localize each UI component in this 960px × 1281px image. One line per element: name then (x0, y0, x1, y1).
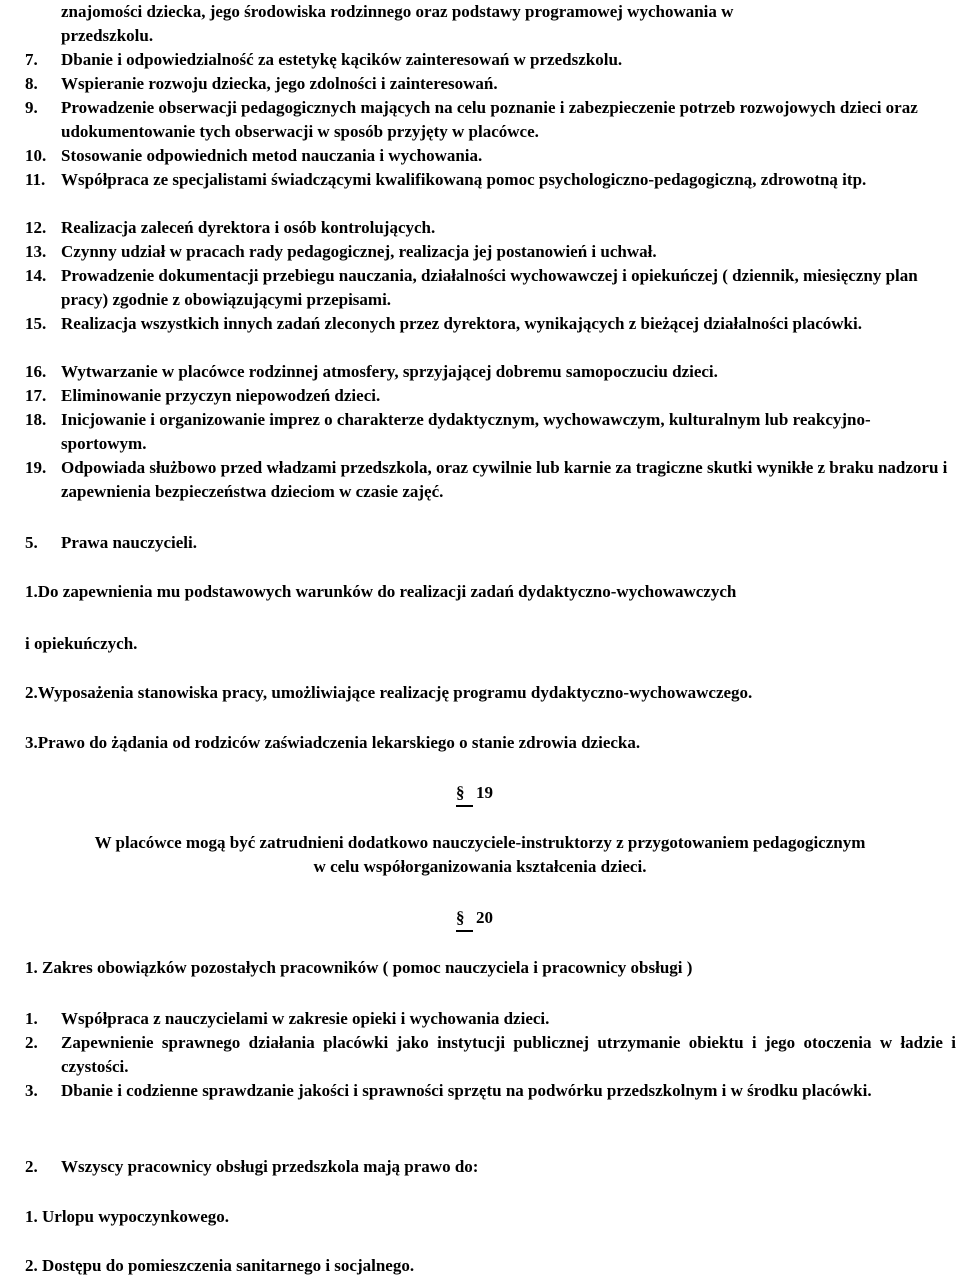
staff-duty-number: 1. (25, 1009, 38, 1028)
section-number: 19 (476, 783, 493, 802)
right-item-3: 3.Prawo do żądania od rodziców zaświadczenia lekarskiego o stanie zdrowia dziecka. (25, 733, 641, 752)
duty-text: Inicjowanie i organizowanie imprez o charakterze dydaktycznym, wychowawczym, kulturalnym lub reakcyjno-sportowym. (61, 410, 871, 453)
section-19-underline (456, 805, 473, 807)
section-symbol: § (456, 908, 465, 927)
duty-text: Prowadzenie dokumentacji przebiegu nauczania, działalności wychowawczej i opiekuńczej ( dziennik, miesięczny plan pracy) zgodnie z obowiązującymi przepisami. (61, 266, 918, 309)
section-19-heading (456, 781, 493, 805)
duty-item-8 (25, 72, 956, 96)
duty-number: 10. (25, 146, 47, 165)
duty-number: 19. (25, 458, 47, 477)
duty-number: 8. (25, 74, 38, 93)
section-number: 20 (476, 908, 493, 927)
staff-rights-heading-text: Wszyscy pracownicy obsługi przedszkola mają prawo do: (61, 1157, 479, 1176)
duty-number: 11. (25, 170, 46, 189)
staff-duty-text: Zapewnienie sprawnego działania placówki jako instytucji publicznej utrzymanie obiektu i jego otoczenia w ładzie i czystości. (61, 1033, 956, 1076)
duty-item-13 (25, 240, 956, 264)
duty-item-7 (25, 48, 956, 72)
staff-duty-2 (25, 1031, 956, 1079)
staff-rights-heading (25, 1155, 956, 1179)
duty-item-19 (25, 456, 956, 504)
section-19-line-1: W placówce mogą być zatrudnieni dodatkowo nauczyciele-instruktorzy z przygotowaniem pedagogicznym (94, 833, 866, 852)
staff-scope-heading: 1. Zakres obowiązków pozostałych pracowników ( pomoc nauczyciela i pracownicy obsługi ) (25, 958, 693, 977)
duty-text: Odpowiada służbowo przed władzami przedszkola, oraz cywilnie lub karnie za tragiczne skutki wynikłe z braku nadzoru i zapewnienia bezpieczeństwa dzieciom w czasie zajęć. (61, 458, 948, 501)
continuation-line-2: przedszkolu. (61, 26, 154, 45)
staff-duty-number: 3. (25, 1081, 38, 1100)
continuation-line-1: znajomości dziecka, jego środowiska rodzinnego oraz podstawy programowej wychowania w (61, 2, 734, 21)
staff-duty-number: 2. (25, 1033, 38, 1052)
duty-item-12 (25, 216, 956, 240)
duty-item-15 (25, 312, 956, 336)
staff-duty-1 (25, 1007, 956, 1031)
staff-right-1: 1. Urlopu wypoczynkowego. (25, 1207, 230, 1226)
staff-right-2: 2. Dostępu do pomieszczenia sanitarnego i socjalnego. (25, 1256, 415, 1275)
duty-number: 17. (25, 386, 47, 405)
duty-number: 12. (25, 218, 47, 237)
duty-text: Czynny udział w pracach rady pedagogicznej, realizacja jej postanowień i uchwał. (61, 242, 657, 261)
duty-number: 15. (25, 314, 47, 333)
rights-heading-number: 5. (25, 533, 38, 552)
rights-heading-text: Prawa nauczycieli. (61, 533, 197, 552)
duty-item-10 (25, 144, 956, 168)
duty-text: Realizacja wszystkich innych zadań zleconych przez dyrektora, wynikających z bieżącej działalności placówki. (61, 314, 862, 333)
duty-text: Dbanie i odpowiedzialność za estetykę kącików zainteresowań w przedszkolu. (61, 50, 623, 69)
duty-number: 9. (25, 98, 38, 117)
section-20-heading (456, 906, 493, 930)
duty-text: Stosowanie odpowiednich metod nauczania i wychowania. (61, 146, 483, 165)
duty-text: Eliminowanie przyczyn niepowodzeń dzieci. (61, 386, 381, 405)
section-20-underline (456, 930, 473, 932)
duty-item-14 (25, 264, 956, 312)
duty-text: Prowadzenie obserwacji pedagogicznych mających na celu poznanie i zabezpieczenie potrzeb rozwojowych dzieci oraz udokumentowanie tych obserwacji w sposób przyjęty w placówce. (61, 98, 918, 141)
duty-number: 18. (25, 410, 47, 429)
duty-number: 13. (25, 242, 47, 261)
staff-rights-heading-number: 2. (25, 1157, 38, 1176)
duty-text: Wytwarzanie w placówce rodzinnej atmosfery, sprzyjającej dobremu samopoczuciu dzieci. (61, 362, 718, 381)
duty-item-16 (25, 360, 956, 384)
right-item-1-line-2: i opiekuńczych. (25, 634, 138, 653)
duty-item-9 (25, 96, 956, 144)
duty-number: 7. (25, 50, 38, 69)
duty-text: Realizacja zaleceń dyrektora i osób kontrolujących. (61, 218, 436, 237)
duty-item-17 (25, 384, 956, 408)
right-item-2: 2.Wyposażenia stanowiska pracy, umożliwiające realizację programu dydaktyczno-wychowawczego. (25, 683, 753, 702)
duty-item-18 (25, 408, 956, 456)
duty-text: Wspieranie rozwoju dziecka, jego zdolności i zainteresowań. (61, 74, 498, 93)
duty-item-11 (25, 168, 956, 192)
section-19-line-2: w celu współorganizowania kształcenia dzieci. (313, 857, 647, 876)
right-item-1-line-1: 1.Do zapewnienia mu podstawowych warunków do realizacji zadań dydaktyczno-wychowawczych (25, 582, 737, 601)
rights-heading (25, 531, 956, 555)
duty-number: 16. (25, 362, 47, 381)
duty-6-continuation (61, 0, 956, 48)
staff-duty-3 (25, 1079, 956, 1103)
section-symbol: § (456, 783, 465, 802)
staff-duty-text: Współpraca z nauczycielami w zakresie opieki i wychowania dzieci. (61, 1009, 550, 1028)
duty-text: Współpraca ze specjalistami świadczącymi kwalifikowaną pomoc psychologiczno-pedagogiczną, zdrowotną itp. (61, 170, 867, 189)
staff-duty-text: Dbanie i codzienne sprawdzanie jakości i sprawności sprzętu na podwórku przedszkolnym i w środku placówki. (61, 1081, 872, 1100)
duty-number: 14. (25, 266, 47, 285)
